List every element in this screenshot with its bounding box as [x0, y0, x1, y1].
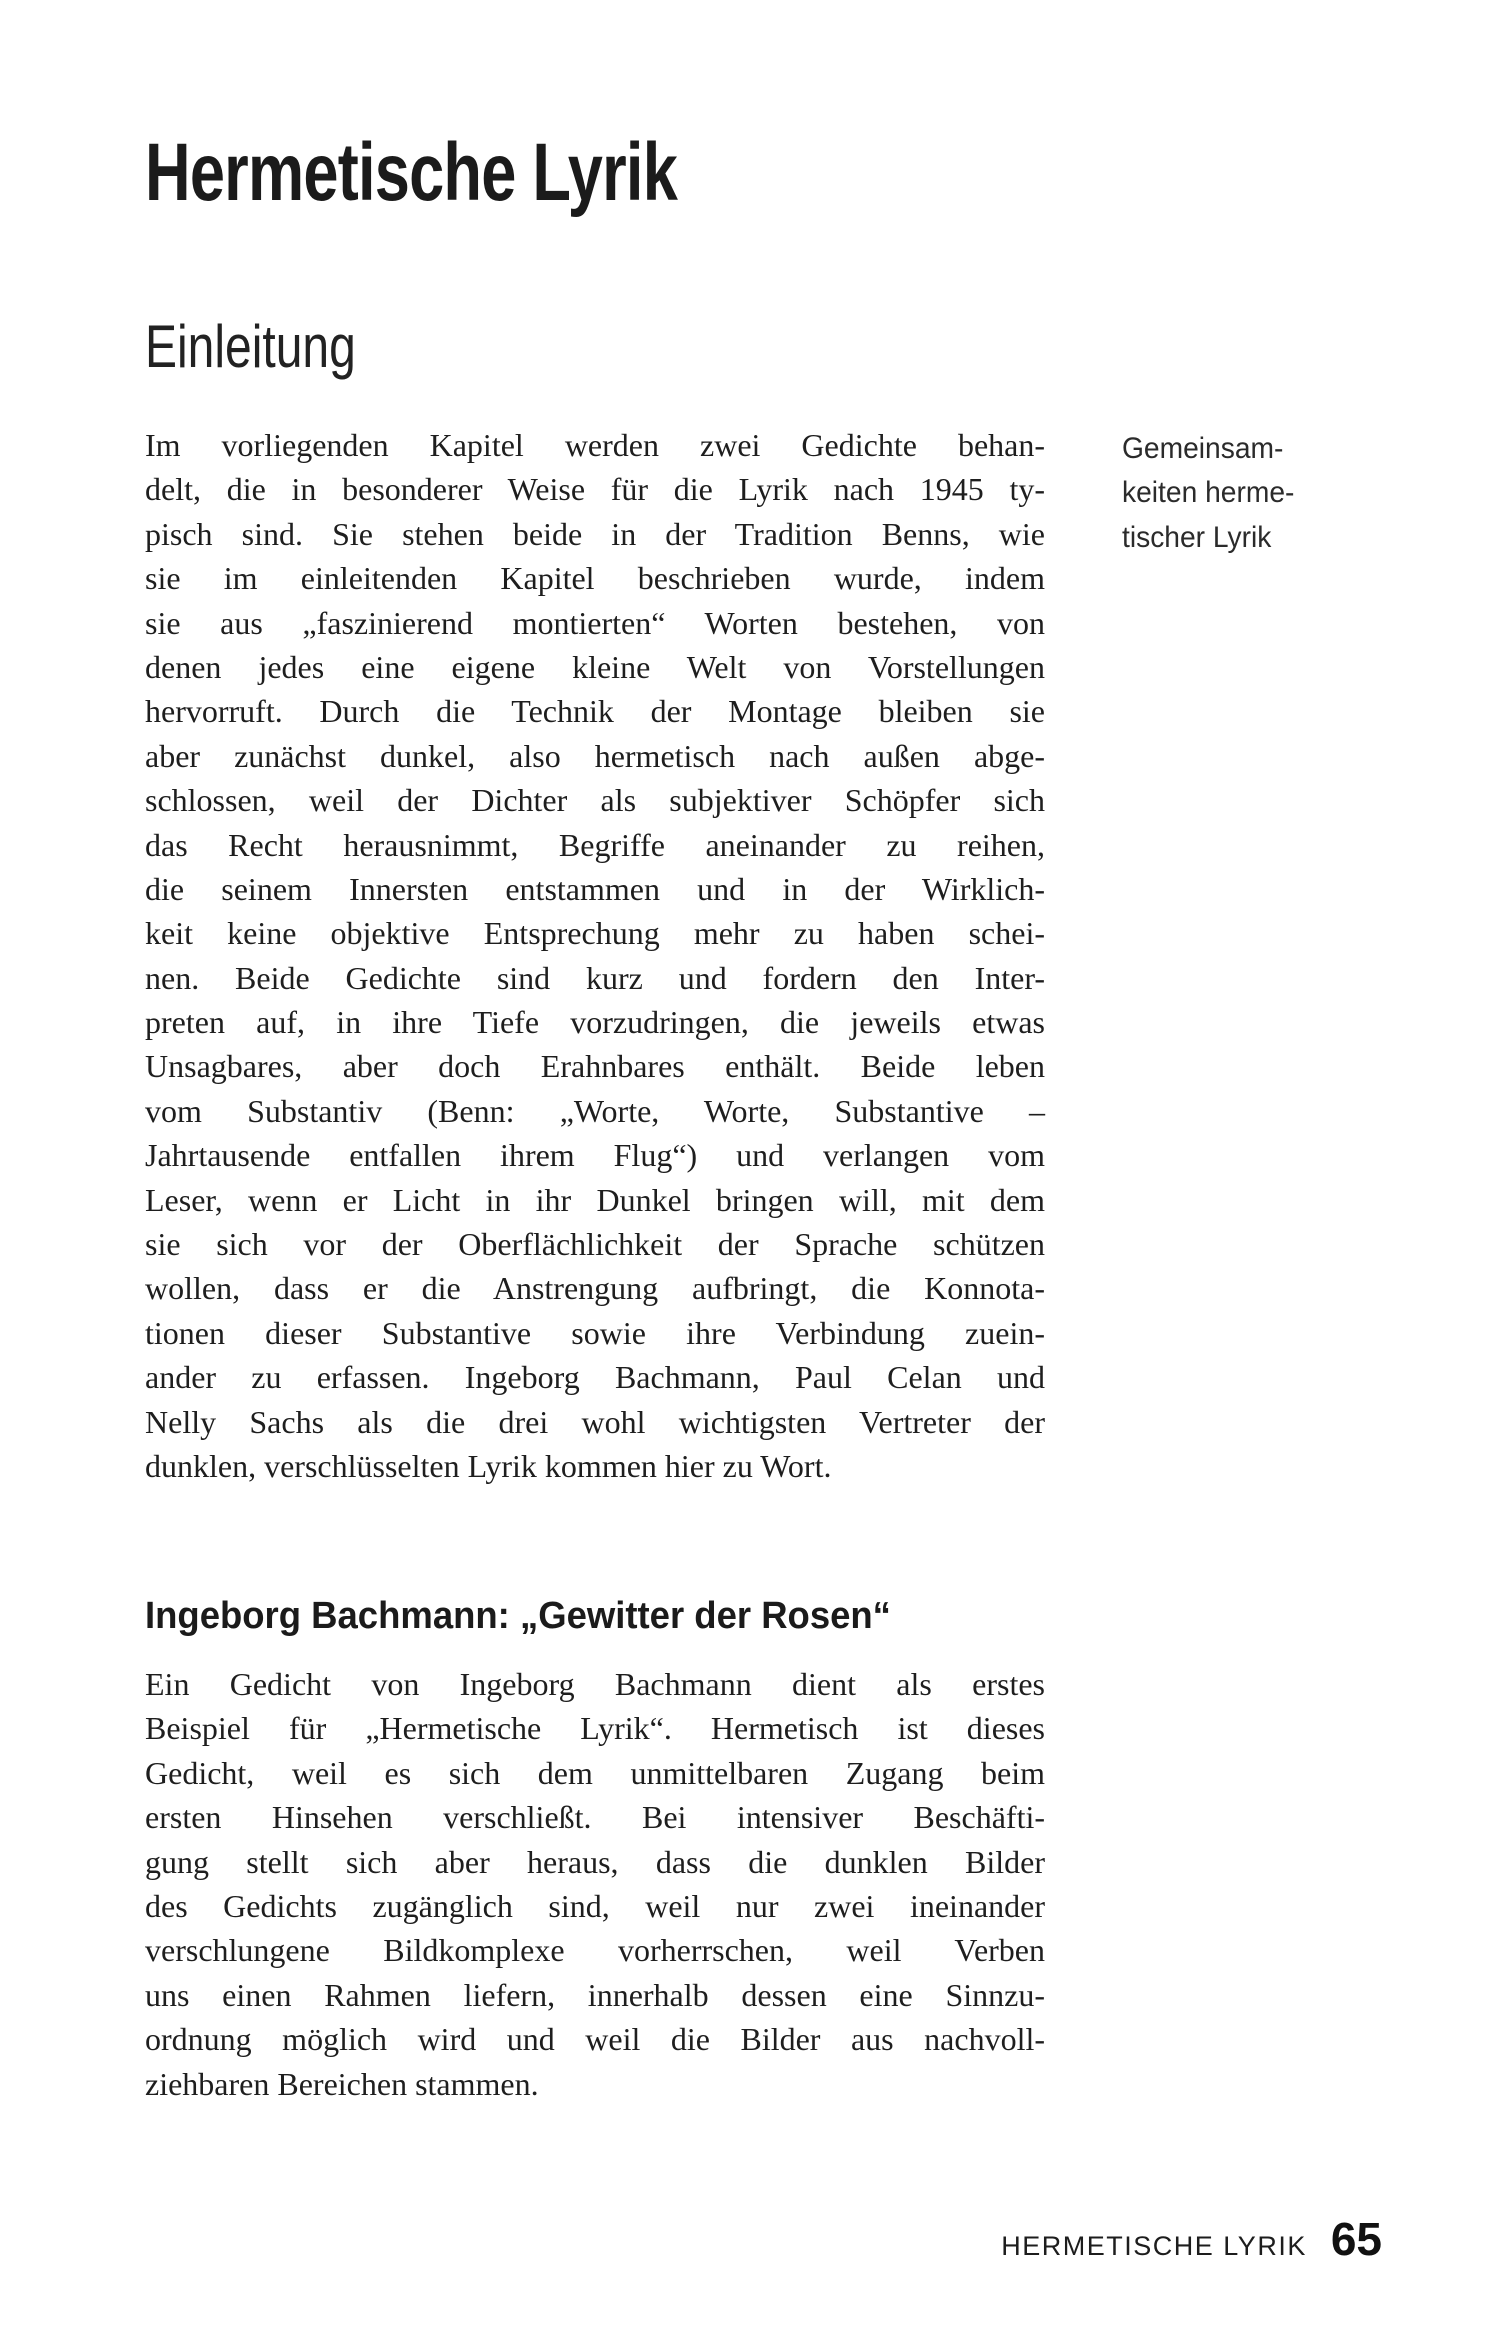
text-line: keit keine objektive Entsprechung mehr zu haben schei-	[145, 915, 1045, 952]
text-line: preten auf, in ihre Tiefe vorzudringen, die jeweils etwas	[145, 1004, 1045, 1041]
chapter-title: Hermetische Lyrik	[145, 127, 678, 218]
text-line: Unsagbares, aber doch Erahnbares enthält. Beide leben	[145, 1048, 1045, 1085]
text-line: Gedicht, weil es sich dem unmittelbaren Zugang beim	[145, 1754, 1045, 1791]
text-line: gung stellt sich aber heraus, dass die dunklen Bilder	[145, 1843, 1045, 1880]
text-line: ersten Hinsehen verschließt. Bei intensiver Beschäfti-	[145, 1799, 1045, 1836]
subsection-heading-bachmann: Ingeborg Bachmann: „Gewitter der Rosen“	[145, 1595, 891, 1637]
text-line: denen jedes eine eigene kleine Welt von Vorstellungen	[145, 648, 1045, 685]
text-line: schlossen, weil der Dichter als subjektiver Schöpfer sich	[145, 782, 1045, 819]
text-line: pisch sind. Sie stehen beide in der Tradition Benns, wie	[145, 515, 1045, 552]
text-line: des Gedichts zugänglich sind, weil nur zwei ineinander	[145, 1887, 1045, 1924]
page-footer	[1001, 2212, 1382, 2266]
text-line: ziehbaren Bereichen stammen.	[145, 2065, 539, 2102]
text-line: Im vorliegenden Kapitel werden zwei Gedichte behan-	[145, 427, 1045, 463]
bachmann-paragraph	[145, 1662, 1045, 2106]
text-line: ordnung möglich wird und weil die Bilder aus nachvoll-	[145, 2021, 1045, 2058]
text-line: dunklen, verschlüsselten Lyrik kommen hier zu Wort.	[145, 1447, 832, 1484]
text-line: tionen dieser Substantive sowie ihre Verbindung zuein-	[145, 1314, 1045, 1351]
text-line: Leser, wenn er Licht in ihr Dunkel bringen will, mit dem	[145, 1181, 1045, 1218]
text-line: vom Substantiv (Benn: „Worte, Worte, Substantive –	[145, 1092, 1045, 1129]
intro-paragraph	[145, 423, 1045, 1488]
text-line: delt, die in besonderer Weise für die Lyrik nach 1945 ty-	[145, 471, 1045, 508]
text-line: sie sich vor der Oberflächlichkeit der Sprache schützen	[145, 1226, 1045, 1263]
text-line: uns einen Rahmen liefern, innerhalb dessen eine Sinnzu-	[145, 1976, 1045, 2013]
text-line: Beispiel für „Hermetische Lyrik“. Hermetisch ist dieses	[145, 1710, 1045, 1747]
text-line: ander zu erfassen. Ingeborg Bachmann, Paul Celan und	[145, 1359, 1045, 1396]
margin-note	[1122, 427, 1385, 560]
text-line: Ein Gedicht von Ingeborg Bachmann dient als erstes	[145, 1666, 1045, 1702]
text-line: hervorruft. Durch die Technik der Montage bleiben sie	[145, 693, 1045, 730]
text-line: nen. Beide Gedichte sind kurz und fordern den Inter-	[145, 959, 1045, 996]
text-line: das Recht herausnimmt, Begriffe aneinander zu reihen,	[145, 826, 1045, 863]
text-line: Jahrtausende entfallen ihrem Flug“) und verlangen vom	[145, 1137, 1045, 1174]
section-heading-einleitung: Einleitung	[145, 313, 356, 380]
margin-note-line: Gemeinsam-	[1122, 432, 1284, 465]
margin-note-line: keiten herme-	[1122, 476, 1295, 510]
text-line: wollen, dass er die Anstrengung aufbringt, die Konnota-	[145, 1270, 1045, 1307]
text-line: aber zunächst dunkel, also hermetisch nach außen abge-	[145, 737, 1045, 774]
margin-note-line: tischer Lyrik	[1122, 520, 1272, 554]
page-number: 65	[1330, 2213, 1382, 2265]
running-head: HERMETISCHE LYRIK	[1001, 2231, 1307, 2261]
text-line: sie aus „faszinierend montierten“ Worten bestehen, von	[145, 604, 1045, 641]
text-line: die seinem Innersten entstammen und in der Wirklich-	[145, 870, 1045, 907]
text-line: verschlungene Bildkomplexe vorherrschen, weil Verben	[145, 1932, 1045, 1969]
text-line: Nelly Sachs als die drei wohl wichtigsten Vertreter der	[145, 1403, 1045, 1440]
text-line: sie im einleitenden Kapitel beschrieben wurde, indem	[145, 560, 1045, 597]
